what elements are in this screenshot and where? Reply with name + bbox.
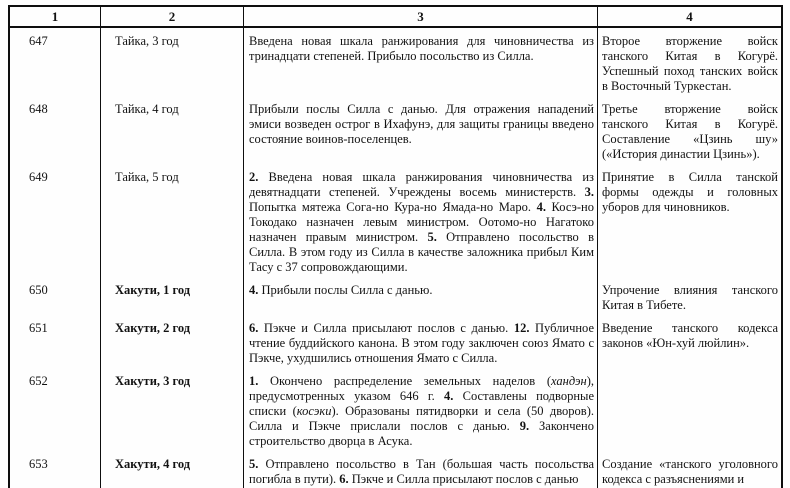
- month-number: 9.: [519, 419, 530, 433]
- column-header-3: 3: [243, 7, 597, 26]
- column-header-2: 2: [100, 7, 243, 26]
- table-body: [10, 28, 781, 488]
- text-run: Введена новая шкала ранжирования для чиновничества из тринадцати степеней. Прибыло посольство из Силла.: [249, 34, 594, 63]
- month-number: 1.: [249, 374, 259, 388]
- table-row: [10, 315, 781, 368]
- japan-events-cell: [243, 164, 597, 277]
- japan-events-cell: [243, 28, 597, 96]
- era-cell: Тайка, 4 год: [100, 96, 243, 164]
- world-events-cell: [597, 451, 781, 488]
- year-cell: 648: [29, 102, 48, 116]
- text-run: Пэкче и Силла присылают послов с данью.: [258, 321, 514, 335]
- text-run: Отправлено посольство в Силла. В этом году из Силла в качестве заложника прибыл Ким Тасу с 37 сопровождающими.: [249, 230, 594, 274]
- text-run: Составлены подворные списки (: [249, 389, 594, 418]
- text-run: Попытка мятежа Сога-но Кура-но Ямада-но Маро.: [249, 200, 537, 214]
- table-row: [10, 96, 781, 164]
- year-cell: 651: [29, 321, 48, 335]
- year-cell: 647: [29, 34, 48, 48]
- month-number: 6.: [249, 321, 259, 335]
- text-run: Прибыли послы Силла с данью.: [258, 283, 433, 297]
- text-run: ), предусмотренных указом 646 г.: [249, 374, 594, 403]
- era-cell: Тайка, 5 год: [100, 164, 243, 277]
- term-italic: хандэн: [550, 374, 587, 388]
- text-run: Закончено строительство дворца в Асука.: [249, 419, 594, 448]
- text-run: Косэ-но Токодако назначен левым министром. Оотомо-но Нагатоко назначен правым министром.: [249, 200, 594, 244]
- era-cell: Тайка, 3 год: [100, 28, 243, 96]
- japan-events-cell: [243, 96, 597, 164]
- era-cell: Хакути, 2 год: [100, 315, 243, 368]
- japan-events-cell: [243, 451, 597, 488]
- column-header-4: 4: [597, 7, 781, 26]
- text-run: ). Образованы пятидворки и села (50 дворов). Силла и Пэкче прислали послов с данью.: [249, 404, 594, 433]
- world-events-cell: [597, 164, 781, 277]
- text-run: Публичное чтение буддийского канона. В этом году заключен союз Ямато с Пэкче, ухудшились отношения Ямато с Силла.: [249, 321, 594, 365]
- month-number: 5.: [427, 230, 437, 244]
- era-cell: Хакути, 4 год: [100, 451, 243, 488]
- text-run: Введена новая шкала ранжирования чиновничества из девятнадцати степеней. Учреждены восемь министерств.: [249, 170, 594, 199]
- month-number: 4.: [536, 200, 546, 214]
- table-row: [10, 28, 781, 96]
- table-header-row: [10, 7, 781, 28]
- japan-events-cell: [243, 315, 597, 368]
- text-run: Введение танского кодекса законов «Юн-хуй люйлин».: [602, 321, 778, 350]
- world-events-cell: [597, 315, 781, 368]
- world-events-cell: [597, 368, 781, 451]
- text-run: Окончено распределение земельных наделов (: [258, 374, 551, 388]
- text-run: Отправлено посольство в Тан (большая часть посольства погибла в пути).: [249, 457, 594, 486]
- world-events-cell: [597, 277, 781, 315]
- world-events-cell: [597, 28, 781, 96]
- text-run: Упрочение влияния танского Китая в Тибете.: [602, 283, 778, 312]
- table-row: [10, 164, 781, 277]
- era-cell: Хакути, 1 год: [100, 277, 243, 315]
- world-events-cell: [597, 96, 781, 164]
- era-cell: Хакути, 3 год: [100, 368, 243, 451]
- month-number: 6.: [339, 472, 349, 486]
- term-italic: косэки: [296, 404, 332, 418]
- year-cell: 649: [29, 170, 48, 184]
- month-number: 12.: [513, 321, 530, 335]
- text-run: Третье вторжение войск танского Китая в Когурё. Составление «Цзинь шу» («История династии Цзинь»).: [602, 102, 778, 161]
- text-run: Прибыли послы Силла с данью. Для отражения нападений эмиси возведен острог в Ихафунэ, для защиты границы введено состояние воинов-поселенцев.: [249, 102, 594, 146]
- chronology-table: [8, 5, 783, 488]
- month-number: 4.: [444, 389, 454, 403]
- year-cell: 650: [29, 283, 48, 297]
- month-number: 2.: [249, 170, 259, 184]
- text-run: Создание «танского уголовного кодекса с разъяснениями и: [602, 457, 778, 486]
- column-header-1: 1: [51, 9, 59, 24]
- month-number: 3.: [584, 185, 594, 199]
- table-row: [10, 277, 781, 315]
- text-run: Пэкче и Силла присылают послов с данью: [348, 472, 579, 486]
- japan-events-cell: [243, 277, 597, 315]
- text-run: Второе вторжение войск танского Китая в Когурё. Успешный поход танских войск в Восточный Туркестан.: [602, 34, 778, 93]
- month-number: 5.: [249, 457, 259, 471]
- month-number: 4.: [249, 283, 259, 297]
- year-cell: 653: [29, 457, 48, 471]
- japan-events-cell: [243, 368, 597, 451]
- text-run: Принятие в Силла танской формы одежды и головных уборов для чиновников.: [602, 170, 778, 214]
- table-row: [10, 368, 781, 451]
- table-row: [10, 451, 781, 488]
- year-cell: 652: [29, 374, 48, 388]
